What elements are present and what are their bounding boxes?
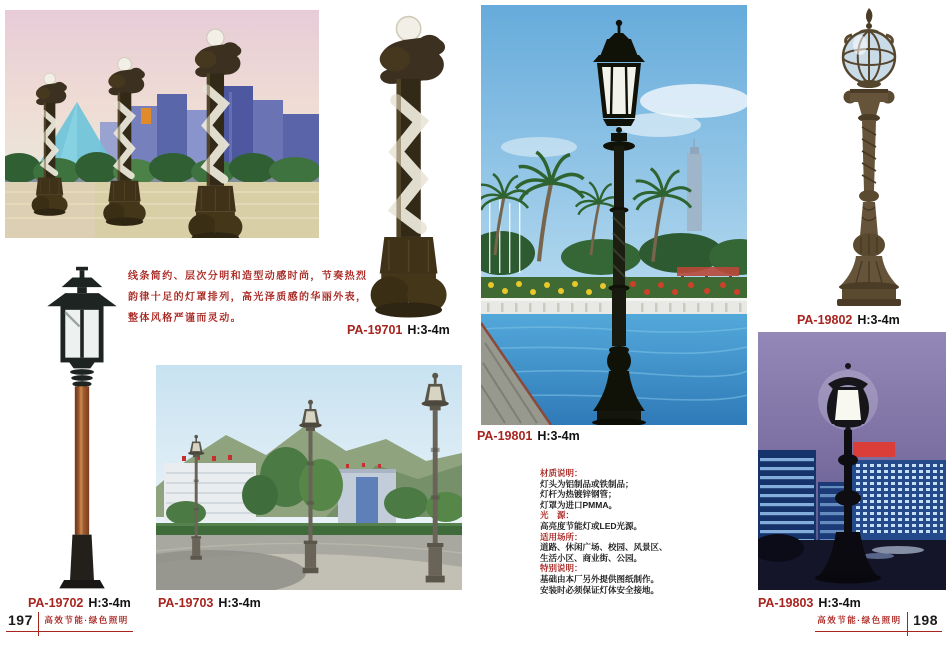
product-image-pa19702	[28, 262, 136, 592]
spec-line: 灯罩为进口PMMA。	[540, 499, 617, 510]
photo-waterfront-lamp-scene	[481, 5, 747, 425]
spec-label: 适用场所：	[540, 531, 583, 542]
product-code: PA-19802	[797, 313, 853, 327]
spec-label: 材质说明：	[540, 468, 583, 478]
globe-lamp	[837, 8, 901, 306]
photo-dragon-columns-scene	[5, 10, 319, 238]
spec-line: 基础由本厂另外提供图纸制作。	[540, 573, 660, 584]
product-label-pa19802	[797, 313, 900, 327]
footer-slogan: 高效节能·绿色照明	[817, 615, 902, 625]
spec-line: 灯头为铝制品或铁制品；	[540, 478, 634, 489]
description-line: 线条简约、层次分明和造型动感时尚，节奏热烈	[128, 271, 368, 282]
footer-divider	[38, 612, 40, 636]
product-image-pa19802	[812, 5, 927, 310]
product-label-pa19703	[158, 596, 261, 610]
spec-label: 光 源：	[540, 510, 575, 521]
page-number: 198	[913, 612, 938, 628]
description-text	[128, 266, 367, 329]
spec-line: 灯杆为热镀锌钢管；	[540, 489, 617, 500]
product-spec: H:3-4m	[857, 313, 900, 327]
product-label-pa19701	[347, 323, 450, 337]
product-code: PA-19803	[758, 596, 814, 610]
product-label-pa19702	[28, 596, 131, 610]
dragon-column-lamp	[371, 17, 447, 318]
product-code: PA-19703	[158, 596, 214, 610]
pagoda-lamp	[47, 267, 116, 589]
product-spec: H:3-4m	[407, 323, 450, 337]
footer-left	[6, 612, 133, 632]
product-image-pa19701	[352, 6, 464, 318]
spec-label: 特别说明：	[540, 563, 583, 574]
product-spec: H:3-4m	[218, 596, 261, 610]
product-code: PA-19801	[477, 429, 533, 443]
spec-line: 生活小区、商业街、公园。	[540, 552, 643, 563]
page-number: 197	[8, 612, 33, 628]
footer-slogan: 高效节能·绿色照明	[44, 615, 129, 625]
description-line: 整体风格严谨而灵动。	[128, 313, 242, 324]
spec-line: 高亮度节能灯或LED光源。	[540, 520, 643, 531]
product-code: PA-19702	[28, 596, 84, 610]
product-spec: H:3-4m	[537, 429, 580, 443]
footer-divider	[907, 612, 909, 636]
product-label-pa19803	[758, 596, 861, 610]
product-code: PA-19701	[347, 323, 403, 337]
material-specs	[540, 468, 668, 595]
spec-line: 安装时必须保证灯体安全接地。	[540, 584, 660, 595]
product-spec: H:3-4m	[818, 596, 861, 610]
product-spec: H:3-4m	[88, 596, 131, 610]
photo-night-city-lamp-scene	[758, 332, 946, 590]
description-line: 韵律十足的灯罩排列，高光泽质感的华丽外表，	[128, 292, 368, 303]
footer-right	[815, 612, 942, 632]
photo-park-plaza-scene	[156, 365, 462, 590]
product-label-pa19801	[477, 429, 580, 443]
spec-line: 道路、休闲广场、校园、风景区、	[540, 542, 668, 553]
